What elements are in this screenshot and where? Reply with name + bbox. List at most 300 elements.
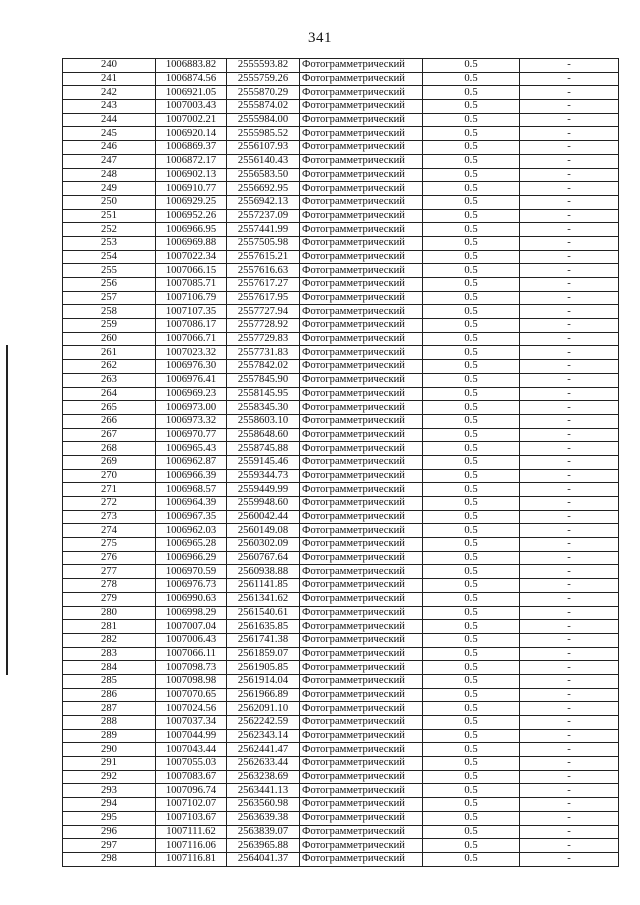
extra-cell: -	[520, 428, 619, 442]
x-coordinate-cell: 1007106.79	[156, 291, 227, 305]
point-number-cell: 262	[63, 360, 156, 374]
method-cell: Фотограмметрический	[300, 811, 423, 825]
point-number-cell: 250	[63, 195, 156, 209]
x-coordinate-cell: 1007070.65	[156, 688, 227, 702]
point-number-cell: 266	[63, 414, 156, 428]
x-coordinate-cell: 1007116.06	[156, 839, 227, 853]
y-coordinate-cell: 2563965.88	[227, 839, 300, 853]
x-coordinate-cell: 1006962.87	[156, 455, 227, 469]
extra-cell: -	[520, 59, 619, 73]
x-coordinate-cell: 1007044.99	[156, 729, 227, 743]
accuracy-cell: 0.5	[423, 688, 520, 702]
point-number-cell: 274	[63, 524, 156, 538]
point-number-cell: 279	[63, 592, 156, 606]
x-coordinate-cell: 1007086.17	[156, 319, 227, 333]
y-coordinate-cell: 2561905.85	[227, 661, 300, 675]
method-cell: Фотограмметрический	[300, 332, 423, 346]
y-coordinate-cell: 2561141.85	[227, 579, 300, 593]
method-cell: Фотограмметрический	[300, 729, 423, 743]
point-number-cell: 245	[63, 127, 156, 141]
extra-cell: -	[520, 811, 619, 825]
y-coordinate-cell: 2558745.88	[227, 442, 300, 456]
method-cell: Фотограмметрический	[300, 688, 423, 702]
table-row	[63, 209, 619, 223]
x-coordinate-cell: 1007102.07	[156, 798, 227, 812]
extra-cell: -	[520, 497, 619, 511]
table-row	[63, 757, 619, 771]
extra-cell: -	[520, 455, 619, 469]
table-row	[63, 113, 619, 127]
extra-cell: -	[520, 332, 619, 346]
point-number-cell: 288	[63, 716, 156, 730]
y-coordinate-cell: 2557617.27	[227, 278, 300, 292]
accuracy-cell: 0.5	[423, 716, 520, 730]
y-coordinate-cell: 2557617.95	[227, 291, 300, 305]
extra-cell: -	[520, 236, 619, 250]
y-coordinate-cell: 2561341.62	[227, 592, 300, 606]
method-cell: Фотограмметрический	[300, 455, 423, 469]
accuracy-cell: 0.5	[423, 291, 520, 305]
accuracy-cell: 0.5	[423, 661, 520, 675]
method-cell: Фотограмметрический	[300, 606, 423, 620]
accuracy-cell: 0.5	[423, 127, 520, 141]
extra-cell: -	[520, 674, 619, 688]
accuracy-cell: 0.5	[423, 510, 520, 524]
point-number-cell: 260	[63, 332, 156, 346]
accuracy-cell: 0.5	[423, 524, 520, 538]
method-cell: Фотограмметрический	[300, 223, 423, 237]
table-row	[63, 100, 619, 114]
method-cell: Фотограмметрический	[300, 551, 423, 565]
accuracy-cell: 0.5	[423, 592, 520, 606]
y-coordinate-cell: 2559449.99	[227, 483, 300, 497]
method-cell: Фотограмметрический	[300, 59, 423, 73]
method-cell: Фотограмметрический	[300, 538, 423, 552]
extra-cell: -	[520, 524, 619, 538]
extra-cell: -	[520, 702, 619, 716]
method-cell: Фотограмметрический	[300, 716, 423, 730]
point-number-cell: 265	[63, 401, 156, 415]
method-cell: Фотограмметрический	[300, 674, 423, 688]
accuracy-cell: 0.5	[423, 565, 520, 579]
accuracy-cell: 0.5	[423, 729, 520, 743]
point-number-cell: 273	[63, 510, 156, 524]
y-coordinate-cell: 2561635.85	[227, 620, 300, 634]
method-cell: Фотограмметрический	[300, 373, 423, 387]
extra-cell: -	[520, 633, 619, 647]
y-coordinate-cell: 2560938.88	[227, 565, 300, 579]
method-cell: Фотограмметрический	[300, 798, 423, 812]
method-cell: Фотограмметрический	[300, 154, 423, 168]
table-row	[63, 223, 619, 237]
accuracy-cell: 0.5	[423, 346, 520, 360]
table-row	[63, 483, 619, 497]
x-coordinate-cell: 1007023.32	[156, 346, 227, 360]
table-row	[63, 455, 619, 469]
y-coordinate-cell: 2558603.10	[227, 414, 300, 428]
table-row	[63, 387, 619, 401]
point-number-cell: 253	[63, 236, 156, 250]
accuracy-cell: 0.5	[423, 373, 520, 387]
x-coordinate-cell: 1007002.21	[156, 113, 227, 127]
table-row	[63, 647, 619, 661]
table-row	[63, 565, 619, 579]
point-number-cell: 256	[63, 278, 156, 292]
x-coordinate-cell: 1006929.25	[156, 195, 227, 209]
extra-cell: -	[520, 100, 619, 114]
y-coordinate-cell: 2559145.46	[227, 455, 300, 469]
x-coordinate-cell: 1007098.98	[156, 674, 227, 688]
table-row	[63, 633, 619, 647]
extra-cell: -	[520, 716, 619, 730]
y-coordinate-cell: 2563560.98	[227, 798, 300, 812]
method-cell: Фотограмметрический	[300, 168, 423, 182]
point-number-cell: 281	[63, 620, 156, 634]
y-coordinate-cell: 2557615.21	[227, 250, 300, 264]
extra-cell: -	[520, 483, 619, 497]
point-number-cell: 278	[63, 579, 156, 593]
point-number-cell: 291	[63, 757, 156, 771]
method-cell: Фотограмметрический	[300, 852, 423, 866]
table-row	[63, 551, 619, 565]
x-coordinate-cell: 1006964.39	[156, 497, 227, 511]
extra-cell: -	[520, 86, 619, 100]
table-row	[63, 291, 619, 305]
extra-cell: -	[520, 195, 619, 209]
accuracy-cell: 0.5	[423, 414, 520, 428]
y-coordinate-cell: 2557842.02	[227, 360, 300, 374]
extra-cell: -	[520, 469, 619, 483]
y-coordinate-cell: 2564041.37	[227, 852, 300, 866]
table-row	[63, 264, 619, 278]
y-coordinate-cell: 2559344.73	[227, 469, 300, 483]
accuracy-cell: 0.5	[423, 264, 520, 278]
extra-cell: -	[520, 168, 619, 182]
table-row	[63, 798, 619, 812]
x-coordinate-cell: 1006969.88	[156, 236, 227, 250]
point-number-cell: 289	[63, 729, 156, 743]
extra-cell: -	[520, 743, 619, 757]
method-cell: Фотограмметрический	[300, 757, 423, 771]
table-row	[63, 702, 619, 716]
y-coordinate-cell: 2563238.69	[227, 770, 300, 784]
table-row	[63, 811, 619, 825]
x-coordinate-cell: 1007055.03	[156, 757, 227, 771]
accuracy-cell: 0.5	[423, 442, 520, 456]
extra-cell: -	[520, 72, 619, 86]
table-row	[63, 661, 619, 675]
extra-cell: -	[520, 223, 619, 237]
extra-cell: -	[520, 798, 619, 812]
method-cell: Фотограмметрический	[300, 195, 423, 209]
accuracy-cell: 0.5	[423, 798, 520, 812]
accuracy-cell: 0.5	[423, 387, 520, 401]
point-number-cell: 297	[63, 839, 156, 853]
point-number-cell: 276	[63, 551, 156, 565]
accuracy-cell: 0.5	[423, 168, 520, 182]
extra-cell: -	[520, 127, 619, 141]
x-coordinate-cell: 1006872.17	[156, 154, 227, 168]
x-coordinate-cell: 1006970.77	[156, 428, 227, 442]
extra-cell: -	[520, 360, 619, 374]
method-cell: Фотограмметрический	[300, 264, 423, 278]
y-coordinate-cell: 2556692.95	[227, 182, 300, 196]
y-coordinate-cell: 2560149.08	[227, 524, 300, 538]
accuracy-cell: 0.5	[423, 551, 520, 565]
extra-cell: -	[520, 209, 619, 223]
method-cell: Фотограмметрический	[300, 100, 423, 114]
extra-cell: -	[520, 647, 619, 661]
method-cell: Фотограмметрический	[300, 442, 423, 456]
x-coordinate-cell: 1007022.34	[156, 250, 227, 264]
table-row	[63, 373, 619, 387]
accuracy-cell: 0.5	[423, 154, 520, 168]
method-cell: Фотограмметрический	[300, 278, 423, 292]
method-cell: Фотограмметрический	[300, 770, 423, 784]
table-row	[63, 332, 619, 346]
method-cell: Фотограмметрический	[300, 661, 423, 675]
margin-rule	[6, 345, 8, 675]
y-coordinate-cell: 2556140.43	[227, 154, 300, 168]
accuracy-cell: 0.5	[423, 223, 520, 237]
accuracy-cell: 0.5	[423, 360, 520, 374]
method-cell: Фотограмметрический	[300, 428, 423, 442]
method-cell: Фотограмметрический	[300, 469, 423, 483]
x-coordinate-cell: 1007096.74	[156, 784, 227, 798]
point-number-cell: 287	[63, 702, 156, 716]
accuracy-cell: 0.5	[423, 757, 520, 771]
point-number-cell: 295	[63, 811, 156, 825]
accuracy-cell: 0.5	[423, 455, 520, 469]
table-row	[63, 510, 619, 524]
x-coordinate-cell: 1007066.15	[156, 264, 227, 278]
table-row	[63, 620, 619, 634]
x-coordinate-cell: 1006910.77	[156, 182, 227, 196]
point-number-cell: 263	[63, 373, 156, 387]
accuracy-cell: 0.5	[423, 59, 520, 73]
y-coordinate-cell: 2563441.13	[227, 784, 300, 798]
y-coordinate-cell: 2558345.30	[227, 401, 300, 415]
point-number-cell: 285	[63, 674, 156, 688]
table-row	[63, 305, 619, 319]
x-coordinate-cell: 1006973.32	[156, 414, 227, 428]
extra-cell: -	[520, 154, 619, 168]
method-cell: Фотограмметрический	[300, 524, 423, 538]
point-number-cell: 251	[63, 209, 156, 223]
y-coordinate-cell: 2561540.61	[227, 606, 300, 620]
point-number-cell: 241	[63, 72, 156, 86]
method-cell: Фотограмметрический	[300, 620, 423, 634]
method-cell: Фотограмметрический	[300, 305, 423, 319]
extra-cell: -	[520, 264, 619, 278]
extra-cell: -	[520, 319, 619, 333]
table-row	[63, 688, 619, 702]
x-coordinate-cell: 1006952.26	[156, 209, 227, 223]
extra-cell: -	[520, 250, 619, 264]
x-coordinate-cell: 1006874.56	[156, 72, 227, 86]
point-number-cell: 290	[63, 743, 156, 757]
table-row	[63, 154, 619, 168]
x-coordinate-cell: 1007043.44	[156, 743, 227, 757]
point-number-cell: 254	[63, 250, 156, 264]
method-cell: Фотограмметрический	[300, 825, 423, 839]
y-coordinate-cell: 2555870.29	[227, 86, 300, 100]
method-cell: Фотограмметрический	[300, 86, 423, 100]
table-row	[63, 784, 619, 798]
accuracy-cell: 0.5	[423, 743, 520, 757]
y-coordinate-cell: 2557505.98	[227, 236, 300, 250]
point-number-cell: 296	[63, 825, 156, 839]
x-coordinate-cell: 1006969.23	[156, 387, 227, 401]
method-cell: Фотограмметрический	[300, 592, 423, 606]
table-row	[63, 195, 619, 209]
x-coordinate-cell: 1006967.35	[156, 510, 227, 524]
extra-cell: -	[520, 565, 619, 579]
x-coordinate-cell: 1006970.59	[156, 565, 227, 579]
extra-cell: -	[520, 401, 619, 415]
table-row	[63, 469, 619, 483]
point-number-cell: 247	[63, 154, 156, 168]
y-coordinate-cell: 2557729.83	[227, 332, 300, 346]
extra-cell: -	[520, 182, 619, 196]
extra-cell: -	[520, 387, 619, 401]
extra-cell: -	[520, 510, 619, 524]
extra-cell: -	[520, 305, 619, 319]
accuracy-cell: 0.5	[423, 620, 520, 634]
accuracy-cell: 0.5	[423, 72, 520, 86]
accuracy-cell: 0.5	[423, 633, 520, 647]
point-number-cell: 294	[63, 798, 156, 812]
accuracy-cell: 0.5	[423, 852, 520, 866]
point-number-cell: 293	[63, 784, 156, 798]
point-number-cell: 242	[63, 86, 156, 100]
y-coordinate-cell: 2562441.47	[227, 743, 300, 757]
x-coordinate-cell: 1006966.39	[156, 469, 227, 483]
table-row	[63, 743, 619, 757]
table-row	[63, 401, 619, 415]
extra-cell: -	[520, 661, 619, 675]
x-coordinate-cell: 1007024.56	[156, 702, 227, 716]
page-number: 341	[308, 30, 332, 46]
accuracy-cell: 0.5	[423, 100, 520, 114]
table-row	[63, 141, 619, 155]
method-cell: Фотограмметрический	[300, 387, 423, 401]
method-cell: Фотограмметрический	[300, 483, 423, 497]
extra-cell: -	[520, 784, 619, 798]
accuracy-cell: 0.5	[423, 305, 520, 319]
accuracy-cell: 0.5	[423, 839, 520, 853]
point-number-cell: 280	[63, 606, 156, 620]
method-cell: Фотограмметрический	[300, 127, 423, 141]
table-row	[63, 770, 619, 784]
accuracy-cell: 0.5	[423, 784, 520, 798]
point-number-cell: 255	[63, 264, 156, 278]
accuracy-cell: 0.5	[423, 825, 520, 839]
method-cell: Фотограмметрический	[300, 141, 423, 155]
accuracy-cell: 0.5	[423, 579, 520, 593]
x-coordinate-cell: 1007103.67	[156, 811, 227, 825]
point-number-cell: 246	[63, 141, 156, 155]
extra-cell: -	[520, 291, 619, 305]
method-cell: Фотограмметрический	[300, 414, 423, 428]
table-row	[63, 524, 619, 538]
extra-cell: -	[520, 551, 619, 565]
accuracy-cell: 0.5	[423, 538, 520, 552]
extra-cell: -	[520, 113, 619, 127]
point-number-cell: 275	[63, 538, 156, 552]
y-coordinate-cell: 2560302.09	[227, 538, 300, 552]
method-cell: Фотограмметрический	[300, 346, 423, 360]
x-coordinate-cell: 1006973.00	[156, 401, 227, 415]
table-row	[63, 59, 619, 73]
point-number-cell: 292	[63, 770, 156, 784]
method-cell: Фотограмметрический	[300, 784, 423, 798]
y-coordinate-cell: 2561966.89	[227, 688, 300, 702]
x-coordinate-cell: 1007003.43	[156, 100, 227, 114]
method-cell: Фотограмметрический	[300, 579, 423, 593]
y-coordinate-cell: 2561859.07	[227, 647, 300, 661]
x-coordinate-cell: 1007037.34	[156, 716, 227, 730]
table-row	[63, 278, 619, 292]
method-cell: Фотограмметрический	[300, 182, 423, 196]
extra-cell: -	[520, 606, 619, 620]
y-coordinate-cell: 2557616.63	[227, 264, 300, 278]
table-row	[63, 538, 619, 552]
accuracy-cell: 0.5	[423, 770, 520, 784]
point-number-cell: 270	[63, 469, 156, 483]
method-cell: Фотограмметрический	[300, 113, 423, 127]
table-row	[63, 442, 619, 456]
y-coordinate-cell: 2562091.10	[227, 702, 300, 716]
x-coordinate-cell: 1007085.71	[156, 278, 227, 292]
y-coordinate-cell: 2560042.44	[227, 510, 300, 524]
method-cell: Фотограмметрический	[300, 319, 423, 333]
point-number-cell: 277	[63, 565, 156, 579]
point-number-cell: 259	[63, 319, 156, 333]
table-row	[63, 852, 619, 866]
table-row	[63, 729, 619, 743]
method-cell: Фотограмметрический	[300, 633, 423, 647]
x-coordinate-cell: 1006962.03	[156, 524, 227, 538]
x-coordinate-cell: 1006990.63	[156, 592, 227, 606]
table-row	[63, 250, 619, 264]
accuracy-cell: 0.5	[423, 647, 520, 661]
extra-cell: -	[520, 852, 619, 866]
method-cell: Фотограмметрический	[300, 209, 423, 223]
table-row	[63, 86, 619, 100]
point-number-cell: 272	[63, 497, 156, 511]
point-number-cell: 257	[63, 291, 156, 305]
extra-cell: -	[520, 620, 619, 634]
table-row	[63, 825, 619, 839]
method-cell: Фотограмметрический	[300, 839, 423, 853]
extra-cell: -	[520, 538, 619, 552]
extra-cell: -	[520, 278, 619, 292]
coordinates-table	[62, 58, 619, 867]
point-number-cell: 284	[63, 661, 156, 675]
accuracy-cell: 0.5	[423, 702, 520, 716]
x-coordinate-cell: 1007007.04	[156, 620, 227, 634]
extra-cell: -	[520, 592, 619, 606]
point-number-cell: 264	[63, 387, 156, 401]
point-number-cell: 249	[63, 182, 156, 196]
y-coordinate-cell: 2563839.07	[227, 825, 300, 839]
extra-cell: -	[520, 442, 619, 456]
y-coordinate-cell: 2555759.26	[227, 72, 300, 86]
y-coordinate-cell: 2556583.50	[227, 168, 300, 182]
method-cell: Фотограмметрический	[300, 291, 423, 305]
x-coordinate-cell: 1007006.43	[156, 633, 227, 647]
